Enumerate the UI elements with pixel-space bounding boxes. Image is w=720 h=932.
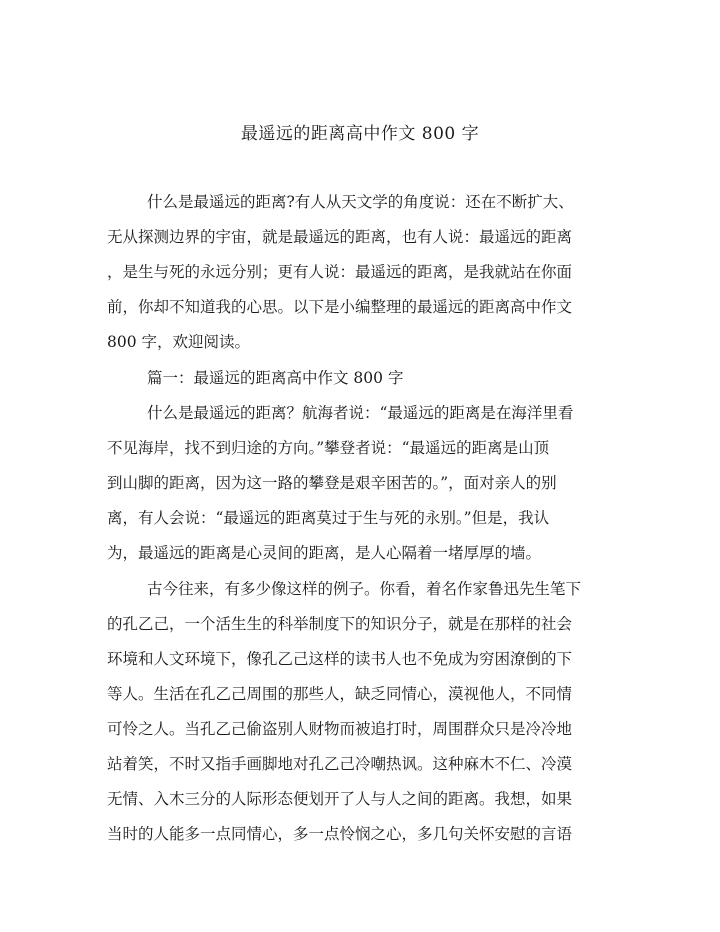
paragraph-line: 的孔乙己，一个活生生的科举制度下的知识分子，就是在那样的社会 xyxy=(107,615,573,633)
paragraph-line: 古今往来，有多少像这样的例子。你看，着名作家鲁迅先生笔下 xyxy=(147,580,582,598)
paragraph-line: ，是生与死的永远分别；更有人说：最遥远的距离，是我就站在你面 xyxy=(107,263,573,281)
paragraph-line: 到山脚的距离，因为这一路的攀登是艰辛困苦的。”，面对亲人的别 xyxy=(107,474,557,492)
paragraph-line: 无从探测边界的宇宙，就是最遥远的距离，也有人说：最遥远的距离 xyxy=(107,228,573,246)
section-heading: 篇一：最遥远的距离高中作文 800 字 xyxy=(147,369,404,387)
paragraph-line: 当时的人能多一点同情心，多一点怜悯之心，多几句关怀安慰的言语 xyxy=(107,825,573,843)
paragraph-line: 不见海岸，找不到归途的方向。”攀登者说：“最遥远的距离是山顶 xyxy=(107,439,550,457)
paragraph-line: 800 字，欢迎阅读。 xyxy=(107,333,251,351)
paragraph-line: 无情、入木三分的人际形态便划开了人与人之间的距离。我想，如果 xyxy=(107,790,573,808)
document-title: 最遥远的距离高中作文 800 字 xyxy=(240,124,480,144)
paragraph-line: 站着笑，不时又指手画脚地对孔乙己冷嘲热讽。这种麻木不仁、冷漠 xyxy=(107,755,573,773)
paragraph-line: 为，最遥远的距离是心灵间的距离，是人心隔着一堵厚厚的墙。 xyxy=(107,544,542,562)
paragraph-line: 离，有人会说：“最遥远的距离莫过于生与死的永别。”但是，我认 xyxy=(107,509,550,527)
paragraph-line: 等人。生活在孔乙己周围的那些人，缺乏同情心，漠视他人，不同情 xyxy=(107,685,573,703)
paragraph-line: 可怜之人。当孔乙己偷盗别人财物而被追打时，周围群众只是冷冷地 xyxy=(107,720,573,738)
paragraph-line: 环境和人文环境下，像孔乙己这样的读书人也不免成为穷困潦倒的下 xyxy=(107,650,573,668)
paragraph-line: 什么是最遥远的距离？航海者说：“最遥远的距离是在海洋里看 xyxy=(147,404,574,422)
paragraph-line: 什么是最遥远的距离?有人从天文学的角度说：还在不断扩大、 xyxy=(147,193,574,211)
paragraph-line: 前，你却不知道我的心思。以下是小编整理的最遥远的距离高中作文 xyxy=(107,298,573,316)
